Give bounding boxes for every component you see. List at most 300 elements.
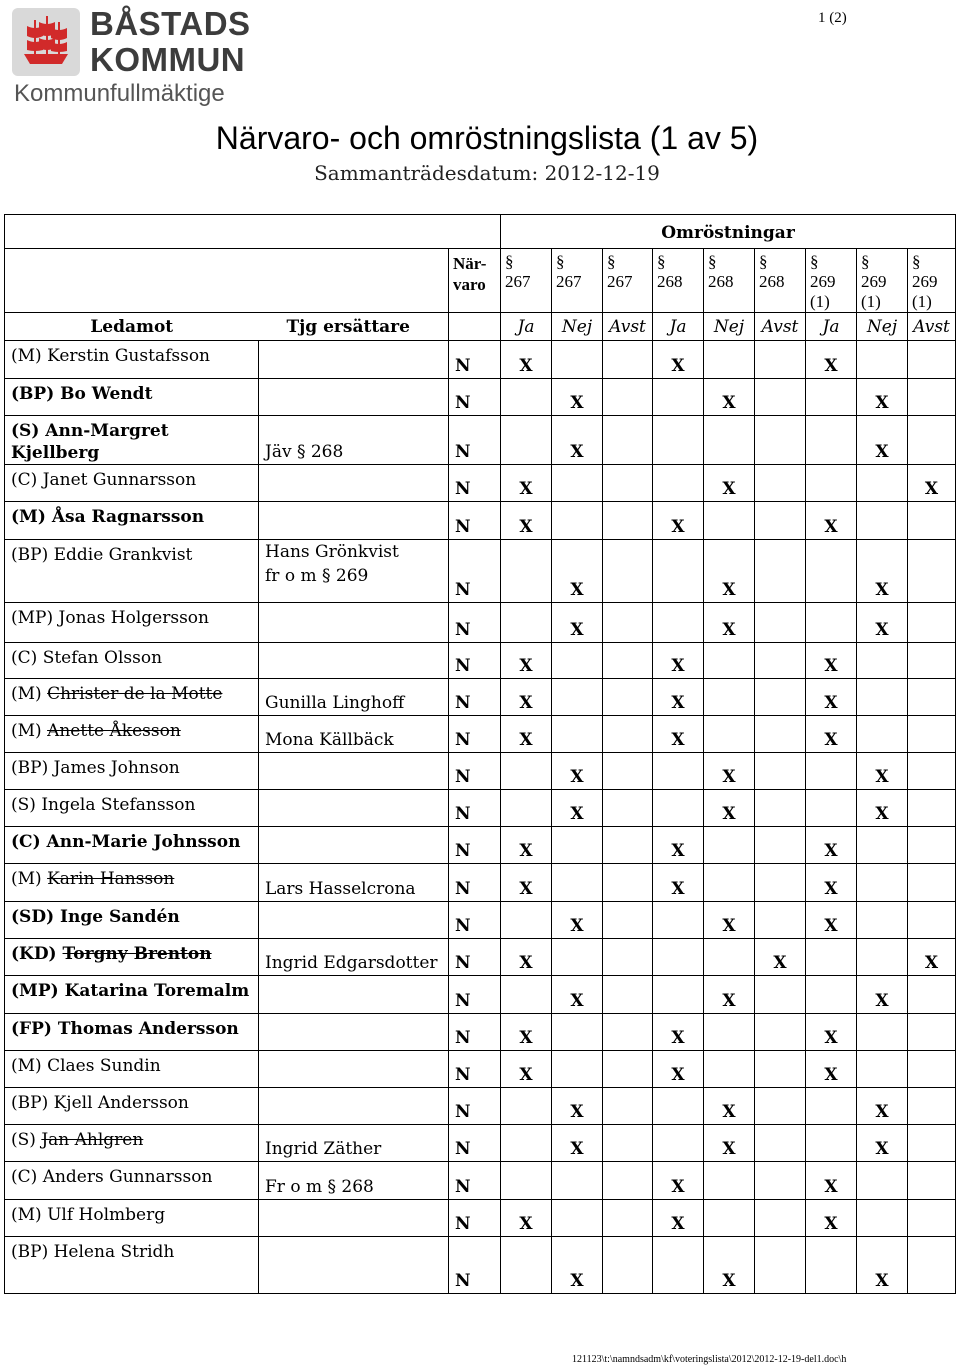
vote-mark — [603, 502, 653, 540]
substitute-cell — [259, 1088, 449, 1125]
header-narvaro — [449, 249, 501, 313]
vote-header-2 — [603, 249, 653, 313]
vote-mark — [552, 1051, 603, 1088]
vote-mark: X — [704, 1237, 755, 1294]
member-name: Stefan Olsson — [42, 648, 163, 668]
member-name: Jonas Holgersson — [58, 608, 209, 628]
vote-mark — [603, 790, 653, 827]
vote-mark: X — [501, 1200, 552, 1237]
narvaro-line-2: varo — [453, 275, 486, 294]
member-cell — [5, 502, 259, 540]
member-party: (M) — [11, 1205, 42, 1225]
vote-mark — [908, 679, 956, 716]
vote-mark: X — [857, 1088, 908, 1125]
narvaro-mark: N — [449, 939, 501, 976]
member-cell — [5, 790, 259, 827]
narvaro-mark: N — [449, 465, 501, 502]
narvaro-mark: N — [449, 679, 501, 716]
member-name: Christer de la Motte — [47, 684, 223, 704]
vote-header-1 — [552, 249, 603, 313]
vote-mark — [806, 1237, 857, 1294]
vote-header-num: 269 — [810, 272, 836, 291]
vote-mark — [908, 643, 956, 679]
member-name: Anette Åkesson — [47, 721, 181, 741]
vote-mark — [704, 679, 755, 716]
vote-mark — [755, 540, 806, 603]
member-name: Ingela Stefansson — [41, 795, 196, 815]
vote-mark — [501, 416, 552, 465]
vote-mark — [908, 864, 956, 902]
vote-mark: X — [501, 679, 552, 716]
vote-mark — [755, 864, 806, 902]
vote-mark: X — [857, 753, 908, 790]
member-party: (KD) — [11, 944, 57, 964]
member-party: (C) — [11, 648, 38, 668]
member-cell — [5, 864, 259, 902]
vote-header-num: 269 — [912, 272, 938, 291]
vote-mark — [908, 753, 956, 790]
vote-mark — [552, 716, 603, 753]
footer-path: 121123\t:\namndsadm\kf\voteringslista\2012\2012-12-19-del1.doc\h — [572, 1354, 847, 1365]
vote-mark: X — [908, 939, 956, 976]
member-party: (SD) — [11, 907, 55, 927]
narvaro-mark: N — [449, 1200, 501, 1237]
vote-mark — [603, 416, 653, 465]
vote-mark — [755, 1088, 806, 1125]
member-party: (BP) — [11, 1242, 49, 1262]
member-name: Ulf Holmberg — [47, 1205, 166, 1225]
vote-mark: X — [704, 790, 755, 827]
vote-mark — [806, 540, 857, 603]
vote-mark — [908, 1200, 956, 1237]
vote-mark — [653, 416, 704, 465]
member-party: (C) — [11, 470, 38, 490]
vote-mark: X — [653, 1200, 704, 1237]
vote-mark: X — [552, 1125, 603, 1162]
vote-mark — [603, 939, 653, 976]
page-number: 1 (2) — [818, 10, 847, 26]
member-cell — [5, 716, 259, 753]
vote-mark — [501, 1162, 552, 1200]
vote-mark — [653, 976, 704, 1014]
member-name: Åsa Ragnarsson — [51, 507, 205, 527]
member-row — [5, 679, 956, 716]
member-party: (M) — [11, 684, 42, 704]
vote-mark — [603, 379, 653, 416]
vote-mark — [755, 643, 806, 679]
vote-mark — [908, 827, 956, 864]
vote-mark — [552, 465, 603, 502]
vote-mark — [653, 1088, 704, 1125]
vote-mark: X — [857, 1125, 908, 1162]
member-cell — [5, 540, 259, 603]
vote-mark — [603, 1162, 653, 1200]
vote-mark: X — [501, 502, 552, 540]
member-cell — [5, 753, 259, 790]
vote-mark — [704, 1162, 755, 1200]
member-row — [5, 341, 956, 379]
member-name: Thomas Andersson — [57, 1019, 239, 1039]
page-title: Närvaro- och omröstningslista (1 av 5) — [215, 120, 759, 156]
vote-mark — [603, 1014, 653, 1051]
vote-mark: X — [501, 939, 552, 976]
vote-mark — [755, 341, 806, 379]
vote-type-7: Nej — [857, 313, 908, 341]
vote-mark — [908, 716, 956, 753]
substitute-cell — [259, 827, 449, 864]
substitute-text: Jäv § 268 — [265, 442, 344, 462]
vote-mark — [552, 864, 603, 902]
voting-table — [4, 214, 956, 1294]
vote-mark — [755, 465, 806, 502]
vote-mark — [806, 790, 857, 827]
ship-logo-icon — [10, 6, 82, 80]
vote-mark: X — [653, 502, 704, 540]
vote-mark: X — [806, 679, 857, 716]
vote-mark — [603, 902, 653, 939]
vote-type-4: Nej — [704, 313, 755, 341]
vote-mark: X — [704, 465, 755, 502]
vote-mark — [857, 1014, 908, 1051]
member-row — [5, 1014, 956, 1051]
vote-mark: X — [552, 790, 603, 827]
vote-mark — [704, 939, 755, 976]
vote-mark: X — [806, 502, 857, 540]
member-cell — [5, 1014, 259, 1051]
vote-mark: X — [704, 976, 755, 1014]
vote-mark — [755, 679, 806, 716]
vote-mark — [653, 603, 704, 643]
vote-header-num: 268 — [759, 272, 785, 291]
member-cell — [5, 603, 259, 643]
member-party: (S) — [11, 1130, 36, 1150]
substitute-text: fr o m § 269 — [265, 566, 369, 586]
vote-mark — [704, 502, 755, 540]
vote-mark — [908, 603, 956, 643]
member-party: (FP) — [11, 1019, 52, 1039]
narvaro-mark: N — [449, 1014, 501, 1051]
vote-mark: X — [908, 465, 956, 502]
vote-mark — [908, 1014, 956, 1051]
vote-mark: X — [653, 341, 704, 379]
substitute-text: Gunilla Linghoff — [265, 693, 405, 713]
vote-mark — [806, 416, 857, 465]
vote-mark: X — [501, 341, 552, 379]
vote-mark — [653, 465, 704, 502]
substitute-text: Fr o m § 268 — [265, 1177, 374, 1197]
substitute-cell — [259, 465, 449, 502]
substitute-cell — [259, 1237, 449, 1294]
substitute-cell — [259, 1125, 449, 1162]
member-party: (M) — [11, 869, 42, 889]
vote-mark — [653, 540, 704, 603]
vote-mark: X — [552, 379, 603, 416]
vote-mark — [653, 939, 704, 976]
header-blank-2 — [5, 249, 449, 313]
narvaro-mark: N — [449, 1237, 501, 1294]
vote-mark — [603, 540, 653, 603]
vote-mark: X — [501, 643, 552, 679]
member-party: (M) — [11, 1056, 42, 1076]
narvaro-mark: N — [449, 1162, 501, 1200]
vote-mark — [755, 902, 806, 939]
member-cell — [5, 643, 259, 679]
member-name: Inge Sandén — [60, 907, 180, 927]
vote-mark — [603, 603, 653, 643]
member-name: Jan Ahlgren — [41, 1130, 144, 1150]
vote-mark — [806, 1088, 857, 1125]
vote-mark — [806, 379, 857, 416]
member-party: (S) — [11, 795, 36, 815]
vote-header-num: 269 — [861, 272, 887, 291]
vote-mark: X — [806, 864, 857, 902]
vote-mark — [857, 864, 908, 902]
member-cell — [5, 939, 259, 976]
vote-header-sign: § — [861, 252, 870, 271]
vote-header-sign: § — [810, 252, 819, 271]
member-row — [5, 1125, 956, 1162]
vote-mark — [755, 753, 806, 790]
substitute-cell — [259, 679, 449, 716]
member-name: Eddie Grankvist — [53, 545, 193, 565]
vote-mark — [552, 827, 603, 864]
vote-mark — [603, 679, 653, 716]
member-party: (BP) — [11, 1093, 49, 1113]
header-row-votes — [5, 249, 956, 313]
header-tjg-ersattare: Tjg ersättare — [259, 313, 449, 341]
vote-mark: X — [653, 827, 704, 864]
member-cell — [5, 976, 259, 1014]
member-party: (C) — [11, 832, 41, 852]
member-row — [5, 502, 956, 540]
vote-mark — [704, 864, 755, 902]
member-party: (BP) — [11, 545, 49, 565]
substitute-cell — [259, 902, 449, 939]
vote-header-num: 267 — [556, 272, 582, 291]
vote-mark: X — [806, 716, 857, 753]
vote-mark — [857, 939, 908, 976]
member-name: Janet Gunnarsson — [42, 470, 197, 490]
substitute-cell — [259, 341, 449, 379]
member-name: Claes Sundin — [47, 1056, 161, 1076]
vote-mark: X — [704, 902, 755, 939]
member-row — [5, 902, 956, 939]
vote-mark: X — [704, 540, 755, 603]
vote-mark — [501, 1125, 552, 1162]
substitute-text: Mona Källbäck — [265, 730, 394, 750]
substitute-cell — [259, 1200, 449, 1237]
vote-mark: X — [653, 679, 704, 716]
member-row — [5, 976, 956, 1014]
vote-mark — [552, 502, 603, 540]
substitute-text: Lars Hasselcrona — [265, 879, 416, 899]
vote-mark: X — [552, 603, 603, 643]
member-name: Karin Hansson — [47, 869, 175, 889]
vote-header-8 — [908, 249, 956, 313]
vote-mark: X — [704, 603, 755, 643]
vote-header-sign: § — [505, 252, 514, 271]
member-party: (M) — [11, 721, 42, 741]
substitute-cell — [259, 540, 449, 603]
vote-header-sub: (1) — [912, 292, 932, 311]
vote-mark: X — [806, 1162, 857, 1200]
vote-header-sign: § — [708, 252, 717, 271]
vote-mark: X — [857, 540, 908, 603]
vote-mark — [501, 790, 552, 827]
substitute-text: Hans Grönkvist — [265, 542, 399, 562]
vote-mark: X — [704, 379, 755, 416]
vote-mark — [704, 1014, 755, 1051]
logo-line-3: Kommunfullmäktige — [14, 80, 225, 107]
vote-mark: X — [501, 716, 552, 753]
member-name: Helena Stridh — [53, 1242, 175, 1262]
member-row — [5, 1162, 956, 1200]
vote-mark — [603, 1051, 653, 1088]
vote-mark — [653, 1237, 704, 1294]
vote-mark — [857, 679, 908, 716]
vote-mark: X — [857, 790, 908, 827]
member-party: (BP) — [11, 384, 55, 404]
vote-header-sign: § — [607, 252, 616, 271]
vote-mark: X — [653, 716, 704, 753]
member-cell — [5, 1162, 259, 1200]
vote-header-sign: § — [657, 252, 666, 271]
vote-mark: X — [653, 1162, 704, 1200]
member-row — [5, 716, 956, 753]
member-cell — [5, 679, 259, 716]
substitute-cell — [259, 939, 449, 976]
narvaro-mark: N — [449, 1088, 501, 1125]
vote-header-3 — [653, 249, 704, 313]
vote-mark — [603, 643, 653, 679]
vote-mark: X — [806, 827, 857, 864]
vote-mark — [857, 827, 908, 864]
vote-mark: X — [704, 1088, 755, 1125]
page-subtitle: Sammanträdesdatum: 2012-12-19 — [314, 161, 660, 185]
vote-mark: X — [806, 643, 857, 679]
narvaro-mark: N — [449, 716, 501, 753]
member-party: (M) — [11, 346, 42, 366]
vote-mark — [603, 1125, 653, 1162]
narvaro-mark: N — [449, 643, 501, 679]
member-cell — [5, 465, 259, 502]
vote-mark — [704, 1200, 755, 1237]
vote-mark — [552, 679, 603, 716]
narvaro-mark: N — [449, 753, 501, 790]
member-party: (S) — [11, 421, 40, 441]
member-row — [5, 753, 956, 790]
header-ledamot: Ledamot — [5, 313, 259, 341]
vote-mark: X — [806, 341, 857, 379]
vote-header-7 — [857, 249, 908, 313]
vote-header-sign: § — [556, 252, 565, 271]
vote-mark — [501, 976, 552, 1014]
vote-mark — [755, 1237, 806, 1294]
narvaro-mark: N — [449, 976, 501, 1014]
vote-mark — [704, 416, 755, 465]
member-row — [5, 379, 956, 416]
member-name: Bo Wendt — [60, 384, 153, 404]
vote-type-8: Avst — [908, 313, 956, 341]
substitute-cell — [259, 643, 449, 679]
vote-mark — [603, 827, 653, 864]
substitute-cell — [259, 753, 449, 790]
vote-mark — [908, 540, 956, 603]
vote-mark — [857, 465, 908, 502]
substitute-cell — [259, 790, 449, 827]
narvaro-mark: N — [449, 790, 501, 827]
vote-mark — [806, 976, 857, 1014]
vote-mark — [653, 902, 704, 939]
narvaro-mark: N — [449, 603, 501, 643]
substitute-text: Ingrid Zäther — [265, 1139, 382, 1159]
vote-mark — [603, 465, 653, 502]
member-name: Torgny Brenton — [62, 944, 212, 964]
vote-mark — [755, 1125, 806, 1162]
vote-mark — [908, 379, 956, 416]
narvaro-mark: N — [449, 416, 501, 465]
vote-mark — [603, 1088, 653, 1125]
header-row-omrostningar — [5, 215, 956, 249]
vote-mark — [755, 1014, 806, 1051]
member-cell — [5, 1200, 259, 1237]
vote-mark — [755, 976, 806, 1014]
vote-mark: X — [806, 1200, 857, 1237]
vote-mark — [908, 1162, 956, 1200]
municipality-logo — [10, 6, 270, 110]
vote-mark — [552, 1200, 603, 1237]
vote-mark — [552, 1162, 603, 1200]
substitute-cell — [259, 502, 449, 540]
vote-mark — [552, 1014, 603, 1051]
vote-mark: X — [552, 1088, 603, 1125]
vote-header-sub: (1) — [810, 292, 830, 311]
vote-mark — [653, 379, 704, 416]
vote-mark — [552, 643, 603, 679]
vote-mark: X — [857, 603, 908, 643]
vote-mark: X — [552, 753, 603, 790]
vote-mark — [501, 540, 552, 603]
vote-mark — [653, 753, 704, 790]
narvaro-mark: N — [449, 341, 501, 379]
vote-header-6 — [806, 249, 857, 313]
member-row — [5, 864, 956, 902]
vote-mark — [755, 1162, 806, 1200]
substitute-cell — [259, 864, 449, 902]
member-row — [5, 603, 956, 643]
vote-mark — [603, 1200, 653, 1237]
member-cell — [5, 1125, 259, 1162]
vote-mark — [552, 939, 603, 976]
member-row — [5, 939, 956, 976]
substitute-cell — [259, 1162, 449, 1200]
vote-header-num: 268 — [657, 272, 683, 291]
vote-mark: X — [501, 864, 552, 902]
narvaro-mark: N — [449, 902, 501, 939]
vote-mark: X — [806, 902, 857, 939]
member-party: (BP) — [11, 758, 49, 778]
vote-mark — [908, 790, 956, 827]
vote-type-2: Avst — [603, 313, 653, 341]
vote-mark: X — [653, 864, 704, 902]
member-row — [5, 1200, 956, 1237]
header-omrostningar: Omröstningar — [501, 215, 956, 249]
member-party: (M) — [11, 507, 46, 527]
vote-mark — [806, 939, 857, 976]
vote-mark — [755, 716, 806, 753]
vote-mark: X — [552, 540, 603, 603]
vote-mark — [908, 1088, 956, 1125]
